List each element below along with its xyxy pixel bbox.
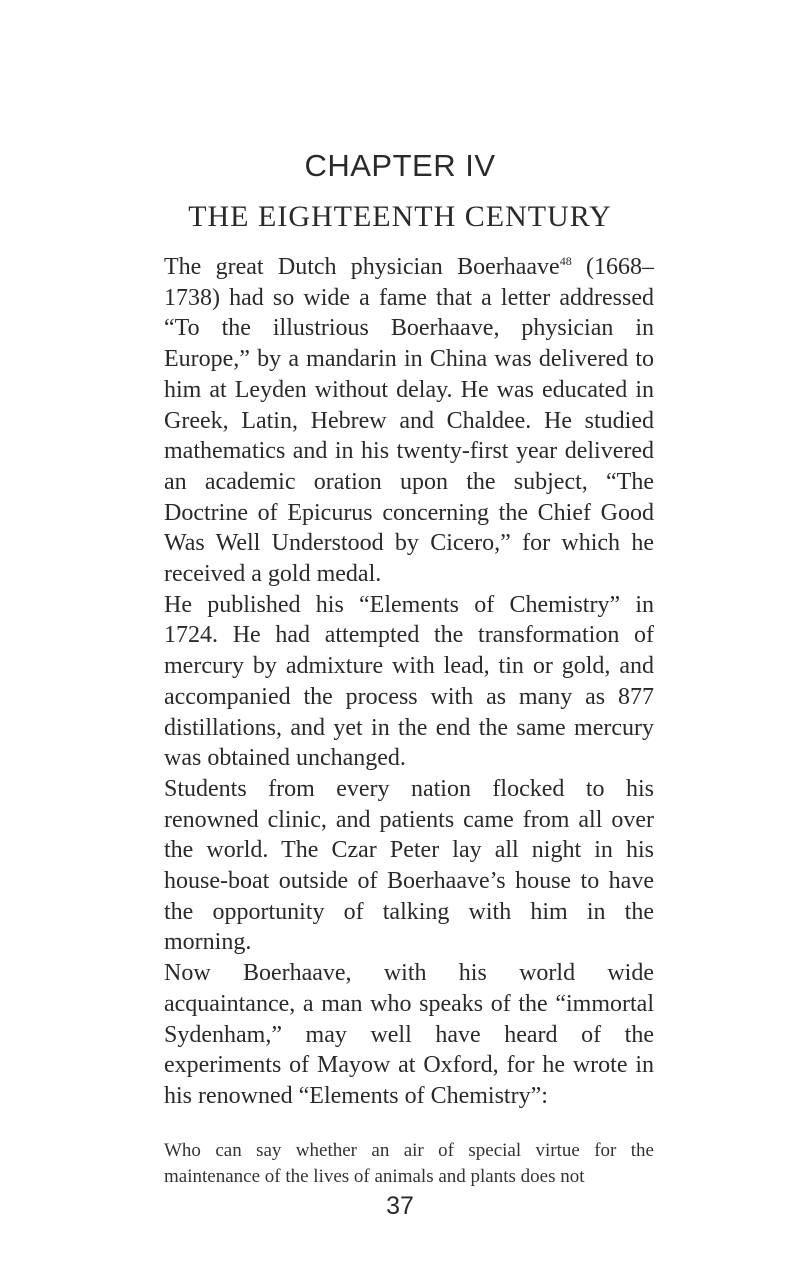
page-number: 37 [386,1192,414,1220]
chapter-title: THE EIGHTEENTH CENTURY [188,200,612,233]
paragraph-1 [164,252,654,590]
paragraph-2: He published his “Elements of Chemistry” in 1724. He had attempted the transformation of mercury by admixture with lead, tin or gold, and accompanied the process with as many as 877 distillations, and yet in the end the same mercury was obtained unchanged. [164,591,654,772]
chapter-label: CHAPTER IV [304,148,496,183]
paragraph-4: Now Boerhaave, with his world wide acquaintance, a man who speaks of the “immortal Sydenham,” may well have heard of the experiments of Mayow at Oxford, for he wrote in his renowned “Elements of Chemistry”: [164,960,654,1109]
footnote-reference[interactable]: 48 [559,254,572,268]
block-quote: Who can say whether an air of special virtue for the maintenance of the lives of animals and plants does not [164,1140,654,1187]
paragraph-3: Students from every nation flocked to his renowned clinic, and patients came from all over the world. The Czar Peter lay all night in his house-boat outside of Boerhaave’s house to have the opportunity of talking with him in the morning. [164,775,654,956]
paragraph-1-rest: (1668–1738) had so wide a fame that a letter addressed “To the illustrious Boerhaave, physician in Europe,” by a mandarin in China was delivered to him at Leyden without delay. He was educated in Greek, Latin, Hebrew and Chaldee. He studied mathematics and in his twenty-first year delivered an academic oration upon the subject, “The Doctrine of Epicurus concerning the Chief Good Was Well Understood by Cicero,” for which he received a gold medal. [164,254,654,588]
paragraph-1-start: The great Dutch physician Boerhaave [164,254,560,280]
body-text [164,252,654,1112]
